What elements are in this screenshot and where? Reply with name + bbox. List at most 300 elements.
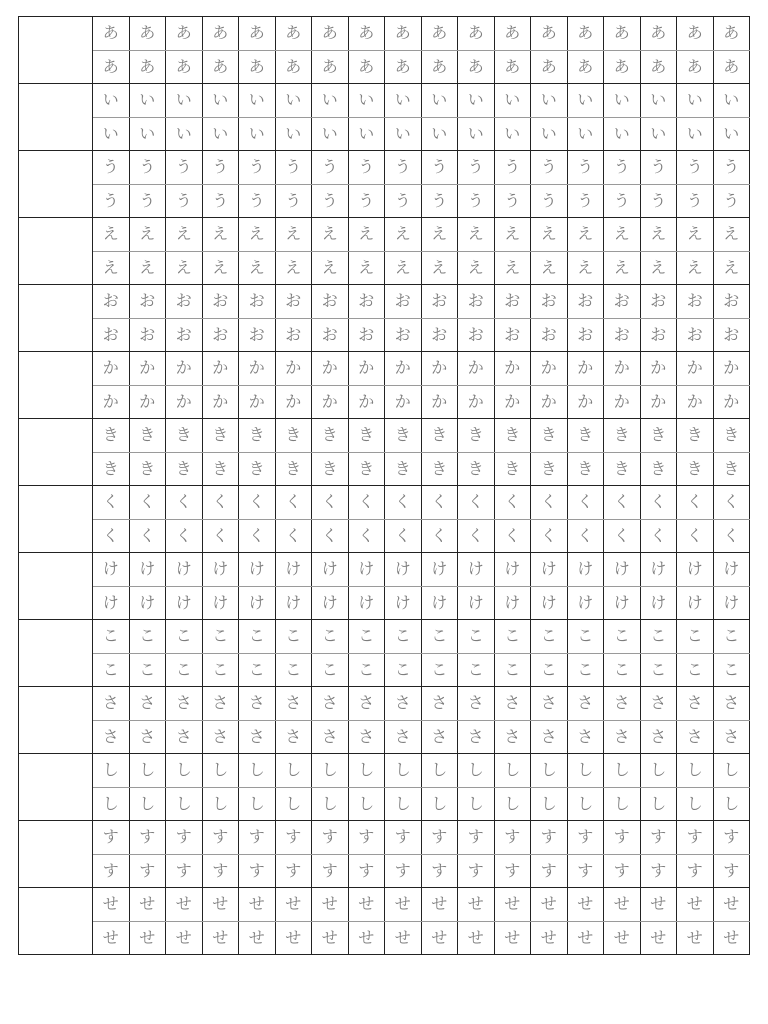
- practice-cell: お: [166, 318, 203, 352]
- practice-row: [19, 821, 750, 855]
- practice-cell: す: [385, 821, 422, 855]
- practice-cell: き: [713, 452, 750, 486]
- practice-cell: さ: [604, 687, 641, 721]
- practice-cell: あ: [129, 17, 166, 51]
- practice-cell: け: [567, 553, 604, 587]
- practice-cell: う: [202, 151, 239, 185]
- practice-cell: け: [129, 553, 166, 587]
- practice-cell: き: [421, 419, 458, 453]
- practice-cell: え: [531, 218, 568, 252]
- practice-cell: け: [385, 586, 422, 620]
- practice-cell: さ: [312, 720, 349, 754]
- practice-cell: か: [421, 385, 458, 419]
- practice-cell: せ: [312, 921, 349, 955]
- practice-cell: え: [202, 218, 239, 252]
- practice-cell: あ: [166, 50, 203, 84]
- practice-row: [19, 921, 750, 955]
- practice-cell: き: [677, 452, 714, 486]
- practice-cell: う: [312, 151, 349, 185]
- practice-cell: き: [531, 419, 568, 453]
- practice-cell: し: [348, 754, 385, 788]
- practice-cell: い: [458, 84, 495, 118]
- practice-cell: す: [275, 854, 312, 888]
- practice-cell: す: [421, 821, 458, 855]
- practice-cell: い: [129, 117, 166, 151]
- practice-cell: け: [494, 553, 531, 587]
- practice-cell: え: [458, 251, 495, 285]
- practice-cell: け: [166, 586, 203, 620]
- practice-cell: せ: [348, 921, 385, 955]
- practice-cell: さ: [239, 720, 276, 754]
- practice-cell: け: [640, 553, 677, 587]
- practice-cell: お: [458, 285, 495, 319]
- practice-row: [19, 318, 750, 352]
- practice-cell: か: [202, 385, 239, 419]
- practice-cell: う: [166, 151, 203, 185]
- practice-cell: お: [567, 285, 604, 319]
- practice-cell: す: [494, 821, 531, 855]
- practice-cell: こ: [494, 620, 531, 654]
- practice-row: [19, 787, 750, 821]
- practice-cell: せ: [348, 888, 385, 922]
- practice-cell: す: [239, 821, 276, 855]
- practice-cell: き: [93, 452, 130, 486]
- practice-cell: し: [604, 754, 641, 788]
- practice-cell: し: [348, 787, 385, 821]
- practice-cell: せ: [93, 921, 130, 955]
- practice-cell: い: [713, 117, 750, 151]
- practice-cell: い: [458, 117, 495, 151]
- practice-cell: さ: [458, 687, 495, 721]
- practice-cell: こ: [166, 620, 203, 654]
- character-label-cell: [19, 419, 93, 486]
- practice-cell: す: [604, 854, 641, 888]
- practice-cell: え: [567, 218, 604, 252]
- practice-cell: お: [166, 285, 203, 319]
- practice-cell: し: [202, 787, 239, 821]
- practice-cell: さ: [494, 687, 531, 721]
- practice-cell: え: [239, 251, 276, 285]
- practice-cell: あ: [166, 17, 203, 51]
- practice-cell: お: [531, 318, 568, 352]
- practice-cell: う: [494, 184, 531, 218]
- practice-cell: あ: [421, 50, 458, 84]
- practice-cell: け: [567, 586, 604, 620]
- practice-cell: え: [567, 251, 604, 285]
- practice-cell: す: [531, 854, 568, 888]
- practice-cell: し: [239, 754, 276, 788]
- practice-cell: す: [640, 821, 677, 855]
- practice-cell: せ: [531, 921, 568, 955]
- practice-cell: お: [93, 318, 130, 352]
- practice-cell: し: [531, 787, 568, 821]
- practice-cell: お: [348, 318, 385, 352]
- practice-row: [19, 687, 750, 721]
- practice-cell: さ: [348, 687, 385, 721]
- practice-cell: し: [677, 754, 714, 788]
- practice-row: [19, 151, 750, 185]
- practice-cell: か: [166, 385, 203, 419]
- practice-cell: い: [166, 117, 203, 151]
- practice-cell: こ: [348, 620, 385, 654]
- practice-cell: く: [604, 519, 641, 553]
- practice-cell: え: [348, 218, 385, 252]
- practice-cell: く: [202, 519, 239, 553]
- practice-cell: う: [385, 184, 422, 218]
- practice-cell: す: [604, 821, 641, 855]
- practice-cell: こ: [677, 653, 714, 687]
- practice-cell: あ: [604, 50, 641, 84]
- practice-cell: さ: [640, 687, 677, 721]
- practice-cell: せ: [166, 888, 203, 922]
- practice-cell: き: [275, 452, 312, 486]
- practice-cell: あ: [385, 50, 422, 84]
- practice-cell: か: [531, 385, 568, 419]
- practice-cell: け: [677, 553, 714, 587]
- practice-cell: あ: [458, 50, 495, 84]
- practice-cell: く: [640, 519, 677, 553]
- practice-cell: う: [677, 151, 714, 185]
- practice-cell: い: [312, 117, 349, 151]
- practice-cell: あ: [458, 17, 495, 51]
- practice-cell: う: [312, 184, 349, 218]
- practice-cell: こ: [129, 653, 166, 687]
- practice-cell: こ: [239, 620, 276, 654]
- practice-cell: す: [166, 854, 203, 888]
- practice-cell: け: [458, 586, 495, 620]
- practice-cell: お: [713, 318, 750, 352]
- practice-cell: か: [640, 385, 677, 419]
- practice-cell: し: [458, 754, 495, 788]
- practice-cell: し: [713, 787, 750, 821]
- practice-cell: さ: [677, 687, 714, 721]
- practice-cell: え: [275, 218, 312, 252]
- practice-cell: せ: [458, 888, 495, 922]
- practice-cell: こ: [312, 653, 349, 687]
- practice-cell: か: [494, 385, 531, 419]
- practice-cell: し: [129, 754, 166, 788]
- practice-cell: さ: [348, 720, 385, 754]
- practice-cell: せ: [93, 888, 130, 922]
- practice-cell: こ: [713, 620, 750, 654]
- practice-cell: お: [348, 285, 385, 319]
- practice-cell: う: [239, 151, 276, 185]
- practice-cell: く: [385, 486, 422, 520]
- practice-cell: か: [239, 385, 276, 419]
- practice-cell: い: [129, 84, 166, 118]
- practice-cell: い: [166, 84, 203, 118]
- practice-row: [19, 419, 750, 453]
- practice-row: [19, 720, 750, 754]
- practice-cell: こ: [531, 653, 568, 687]
- practice-cell: し: [713, 754, 750, 788]
- practice-cell: い: [567, 84, 604, 118]
- practice-cell: え: [166, 218, 203, 252]
- practice-cell: か: [348, 385, 385, 419]
- practice-cell: せ: [458, 921, 495, 955]
- practice-cell: か: [385, 385, 422, 419]
- practice-cell: し: [640, 754, 677, 788]
- practice-cell: す: [531, 821, 568, 855]
- practice-cell: し: [494, 754, 531, 788]
- character-label-cell: [19, 888, 93, 955]
- practice-cell: お: [312, 285, 349, 319]
- practice-cell: あ: [348, 17, 385, 51]
- practice-cell: く: [239, 519, 276, 553]
- practice-cell: さ: [677, 720, 714, 754]
- practice-cell: せ: [567, 921, 604, 955]
- practice-cell: す: [458, 821, 495, 855]
- practice-cell: か: [677, 385, 714, 419]
- practice-cell: け: [129, 586, 166, 620]
- practice-cell: か: [458, 385, 495, 419]
- practice-cell: け: [275, 553, 312, 587]
- practice-cell: あ: [385, 17, 422, 51]
- practice-cell: け: [239, 553, 276, 587]
- practice-cell: え: [494, 218, 531, 252]
- practice-cell: き: [239, 419, 276, 453]
- practice-cell: さ: [93, 720, 130, 754]
- practice-cell: き: [604, 452, 641, 486]
- practice-cell: あ: [239, 50, 276, 84]
- practice-cell: う: [458, 151, 495, 185]
- practice-cell: う: [677, 184, 714, 218]
- practice-cell: く: [494, 486, 531, 520]
- practice-cell: い: [239, 117, 276, 151]
- practice-cell: き: [385, 452, 422, 486]
- character-label-cell: [19, 486, 93, 553]
- practice-cell: き: [421, 452, 458, 486]
- practice-cell: い: [202, 117, 239, 151]
- practice-cell: す: [713, 854, 750, 888]
- practice-cell: え: [166, 251, 203, 285]
- practice-cell: か: [93, 352, 130, 386]
- practice-cell: い: [567, 117, 604, 151]
- practice-cell: せ: [494, 921, 531, 955]
- practice-cell: さ: [312, 687, 349, 721]
- practice-cell: い: [421, 117, 458, 151]
- practice-row: [19, 218, 750, 252]
- practice-cell: せ: [677, 921, 714, 955]
- practice-cell: う: [494, 151, 531, 185]
- practice-cell: せ: [713, 921, 750, 955]
- practice-cell: き: [312, 452, 349, 486]
- practice-cell: さ: [202, 687, 239, 721]
- practice-cell: さ: [531, 720, 568, 754]
- practice-row: [19, 251, 750, 285]
- practice-cell: う: [348, 151, 385, 185]
- practice-cell: え: [202, 251, 239, 285]
- practice-cell: さ: [275, 687, 312, 721]
- practice-cell: え: [640, 251, 677, 285]
- practice-cell: き: [640, 452, 677, 486]
- practice-cell: え: [713, 251, 750, 285]
- practice-cell: さ: [713, 687, 750, 721]
- practice-cell: か: [348, 352, 385, 386]
- practice-cell: い: [385, 84, 422, 118]
- practice-cell: お: [494, 318, 531, 352]
- practice-cell: あ: [312, 50, 349, 84]
- practice-cell: あ: [604, 17, 641, 51]
- practice-cell: く: [494, 519, 531, 553]
- practice-cell: さ: [494, 720, 531, 754]
- practice-row: [19, 84, 750, 118]
- practice-cell: く: [604, 486, 641, 520]
- practice-cell: か: [202, 352, 239, 386]
- practice-cell: け: [239, 586, 276, 620]
- practice-cell: け: [604, 553, 641, 587]
- practice-cell: あ: [713, 17, 750, 51]
- practice-cell: え: [385, 218, 422, 252]
- practice-cell: い: [202, 84, 239, 118]
- practice-cell: え: [312, 251, 349, 285]
- practice-cell: せ: [129, 888, 166, 922]
- practice-cell: し: [604, 787, 641, 821]
- practice-cell: こ: [312, 620, 349, 654]
- practice-cell: う: [604, 184, 641, 218]
- practice-cell: け: [531, 553, 568, 587]
- practice-grid-body: [19, 17, 750, 955]
- practice-cell: お: [640, 318, 677, 352]
- practice-cell: お: [458, 318, 495, 352]
- practice-cell: お: [129, 318, 166, 352]
- practice-cell: こ: [458, 620, 495, 654]
- practice-cell: し: [531, 754, 568, 788]
- practice-cell: う: [640, 151, 677, 185]
- practice-cell: え: [275, 251, 312, 285]
- practice-cell: か: [713, 385, 750, 419]
- practice-cell: せ: [640, 888, 677, 922]
- practice-cell: す: [458, 854, 495, 888]
- practice-cell: う: [93, 184, 130, 218]
- practice-cell: け: [166, 553, 203, 587]
- practice-cell: え: [129, 251, 166, 285]
- practice-cell: け: [93, 553, 130, 587]
- practice-cell: す: [202, 821, 239, 855]
- practice-cell: せ: [275, 921, 312, 955]
- practice-cell: え: [312, 218, 349, 252]
- practice-cell: あ: [202, 50, 239, 84]
- practice-cell: し: [129, 787, 166, 821]
- practice-cell: く: [713, 519, 750, 553]
- practice-cell: こ: [275, 653, 312, 687]
- practice-cell: か: [239, 352, 276, 386]
- kana-practice-grid: [18, 16, 750, 955]
- practice-cell: こ: [677, 620, 714, 654]
- practice-cell: い: [677, 117, 714, 151]
- practice-cell: か: [275, 352, 312, 386]
- practice-cell: あ: [531, 50, 568, 84]
- practice-cell: し: [166, 754, 203, 788]
- practice-cell: す: [421, 854, 458, 888]
- character-label-cell: [19, 821, 93, 888]
- practice-cell: こ: [604, 620, 641, 654]
- practice-cell: さ: [129, 720, 166, 754]
- practice-cell: う: [166, 184, 203, 218]
- practice-cell: こ: [640, 653, 677, 687]
- practice-cell: お: [239, 318, 276, 352]
- practice-cell: け: [713, 586, 750, 620]
- practice-cell: え: [677, 218, 714, 252]
- practice-cell: あ: [567, 50, 604, 84]
- practice-cell: う: [640, 184, 677, 218]
- practice-cell: う: [239, 184, 276, 218]
- practice-cell: え: [421, 251, 458, 285]
- practice-cell: い: [93, 84, 130, 118]
- practice-cell: お: [275, 318, 312, 352]
- practice-cell: え: [531, 251, 568, 285]
- practice-cell: い: [677, 84, 714, 118]
- practice-cell: お: [385, 285, 422, 319]
- practice-cell: か: [531, 352, 568, 386]
- practice-cell: あ: [239, 17, 276, 51]
- practice-cell: え: [458, 218, 495, 252]
- practice-cell: さ: [421, 720, 458, 754]
- practice-cell: う: [348, 184, 385, 218]
- practice-cell: か: [677, 352, 714, 386]
- practice-cell: す: [677, 821, 714, 855]
- practice-cell: す: [129, 821, 166, 855]
- practice-cell: あ: [275, 17, 312, 51]
- practice-cell: さ: [202, 720, 239, 754]
- practice-cell: お: [604, 285, 641, 319]
- practice-cell: こ: [93, 653, 130, 687]
- practice-cell: こ: [421, 653, 458, 687]
- practice-cell: う: [531, 184, 568, 218]
- practice-cell: さ: [567, 687, 604, 721]
- practice-cell: す: [567, 821, 604, 855]
- practice-cell: い: [348, 84, 385, 118]
- practice-cell: く: [421, 486, 458, 520]
- practice-cell: す: [640, 854, 677, 888]
- practice-row: [19, 486, 750, 520]
- practice-cell: う: [531, 151, 568, 185]
- practice-cell: こ: [239, 653, 276, 687]
- practice-cell: お: [677, 285, 714, 319]
- practice-cell: こ: [421, 620, 458, 654]
- character-label-cell: [19, 754, 93, 821]
- practice-cell: く: [713, 486, 750, 520]
- practice-cell: う: [713, 184, 750, 218]
- practice-cell: け: [312, 586, 349, 620]
- practice-cell: あ: [93, 17, 130, 51]
- practice-cell: あ: [677, 17, 714, 51]
- practice-cell: あ: [494, 50, 531, 84]
- character-label-cell: [19, 151, 93, 218]
- practice-cell: え: [640, 218, 677, 252]
- practice-cell: い: [275, 117, 312, 151]
- practice-cell: き: [348, 419, 385, 453]
- practice-cell: あ: [567, 17, 604, 51]
- practice-cell: し: [93, 787, 130, 821]
- practice-row: [19, 285, 750, 319]
- practice-cell: せ: [604, 888, 641, 922]
- practice-cell: け: [385, 553, 422, 587]
- practice-cell: し: [640, 787, 677, 821]
- practice-cell: か: [129, 352, 166, 386]
- practice-cell: け: [640, 586, 677, 620]
- practice-cell: せ: [677, 888, 714, 922]
- practice-cell: す: [677, 854, 714, 888]
- practice-cell: し: [421, 787, 458, 821]
- practice-cell: す: [312, 854, 349, 888]
- practice-cell: く: [275, 486, 312, 520]
- practice-cell: け: [275, 586, 312, 620]
- practice-cell: く: [640, 486, 677, 520]
- practice-cell: こ: [348, 653, 385, 687]
- practice-cell: き: [129, 419, 166, 453]
- practice-row: [19, 184, 750, 218]
